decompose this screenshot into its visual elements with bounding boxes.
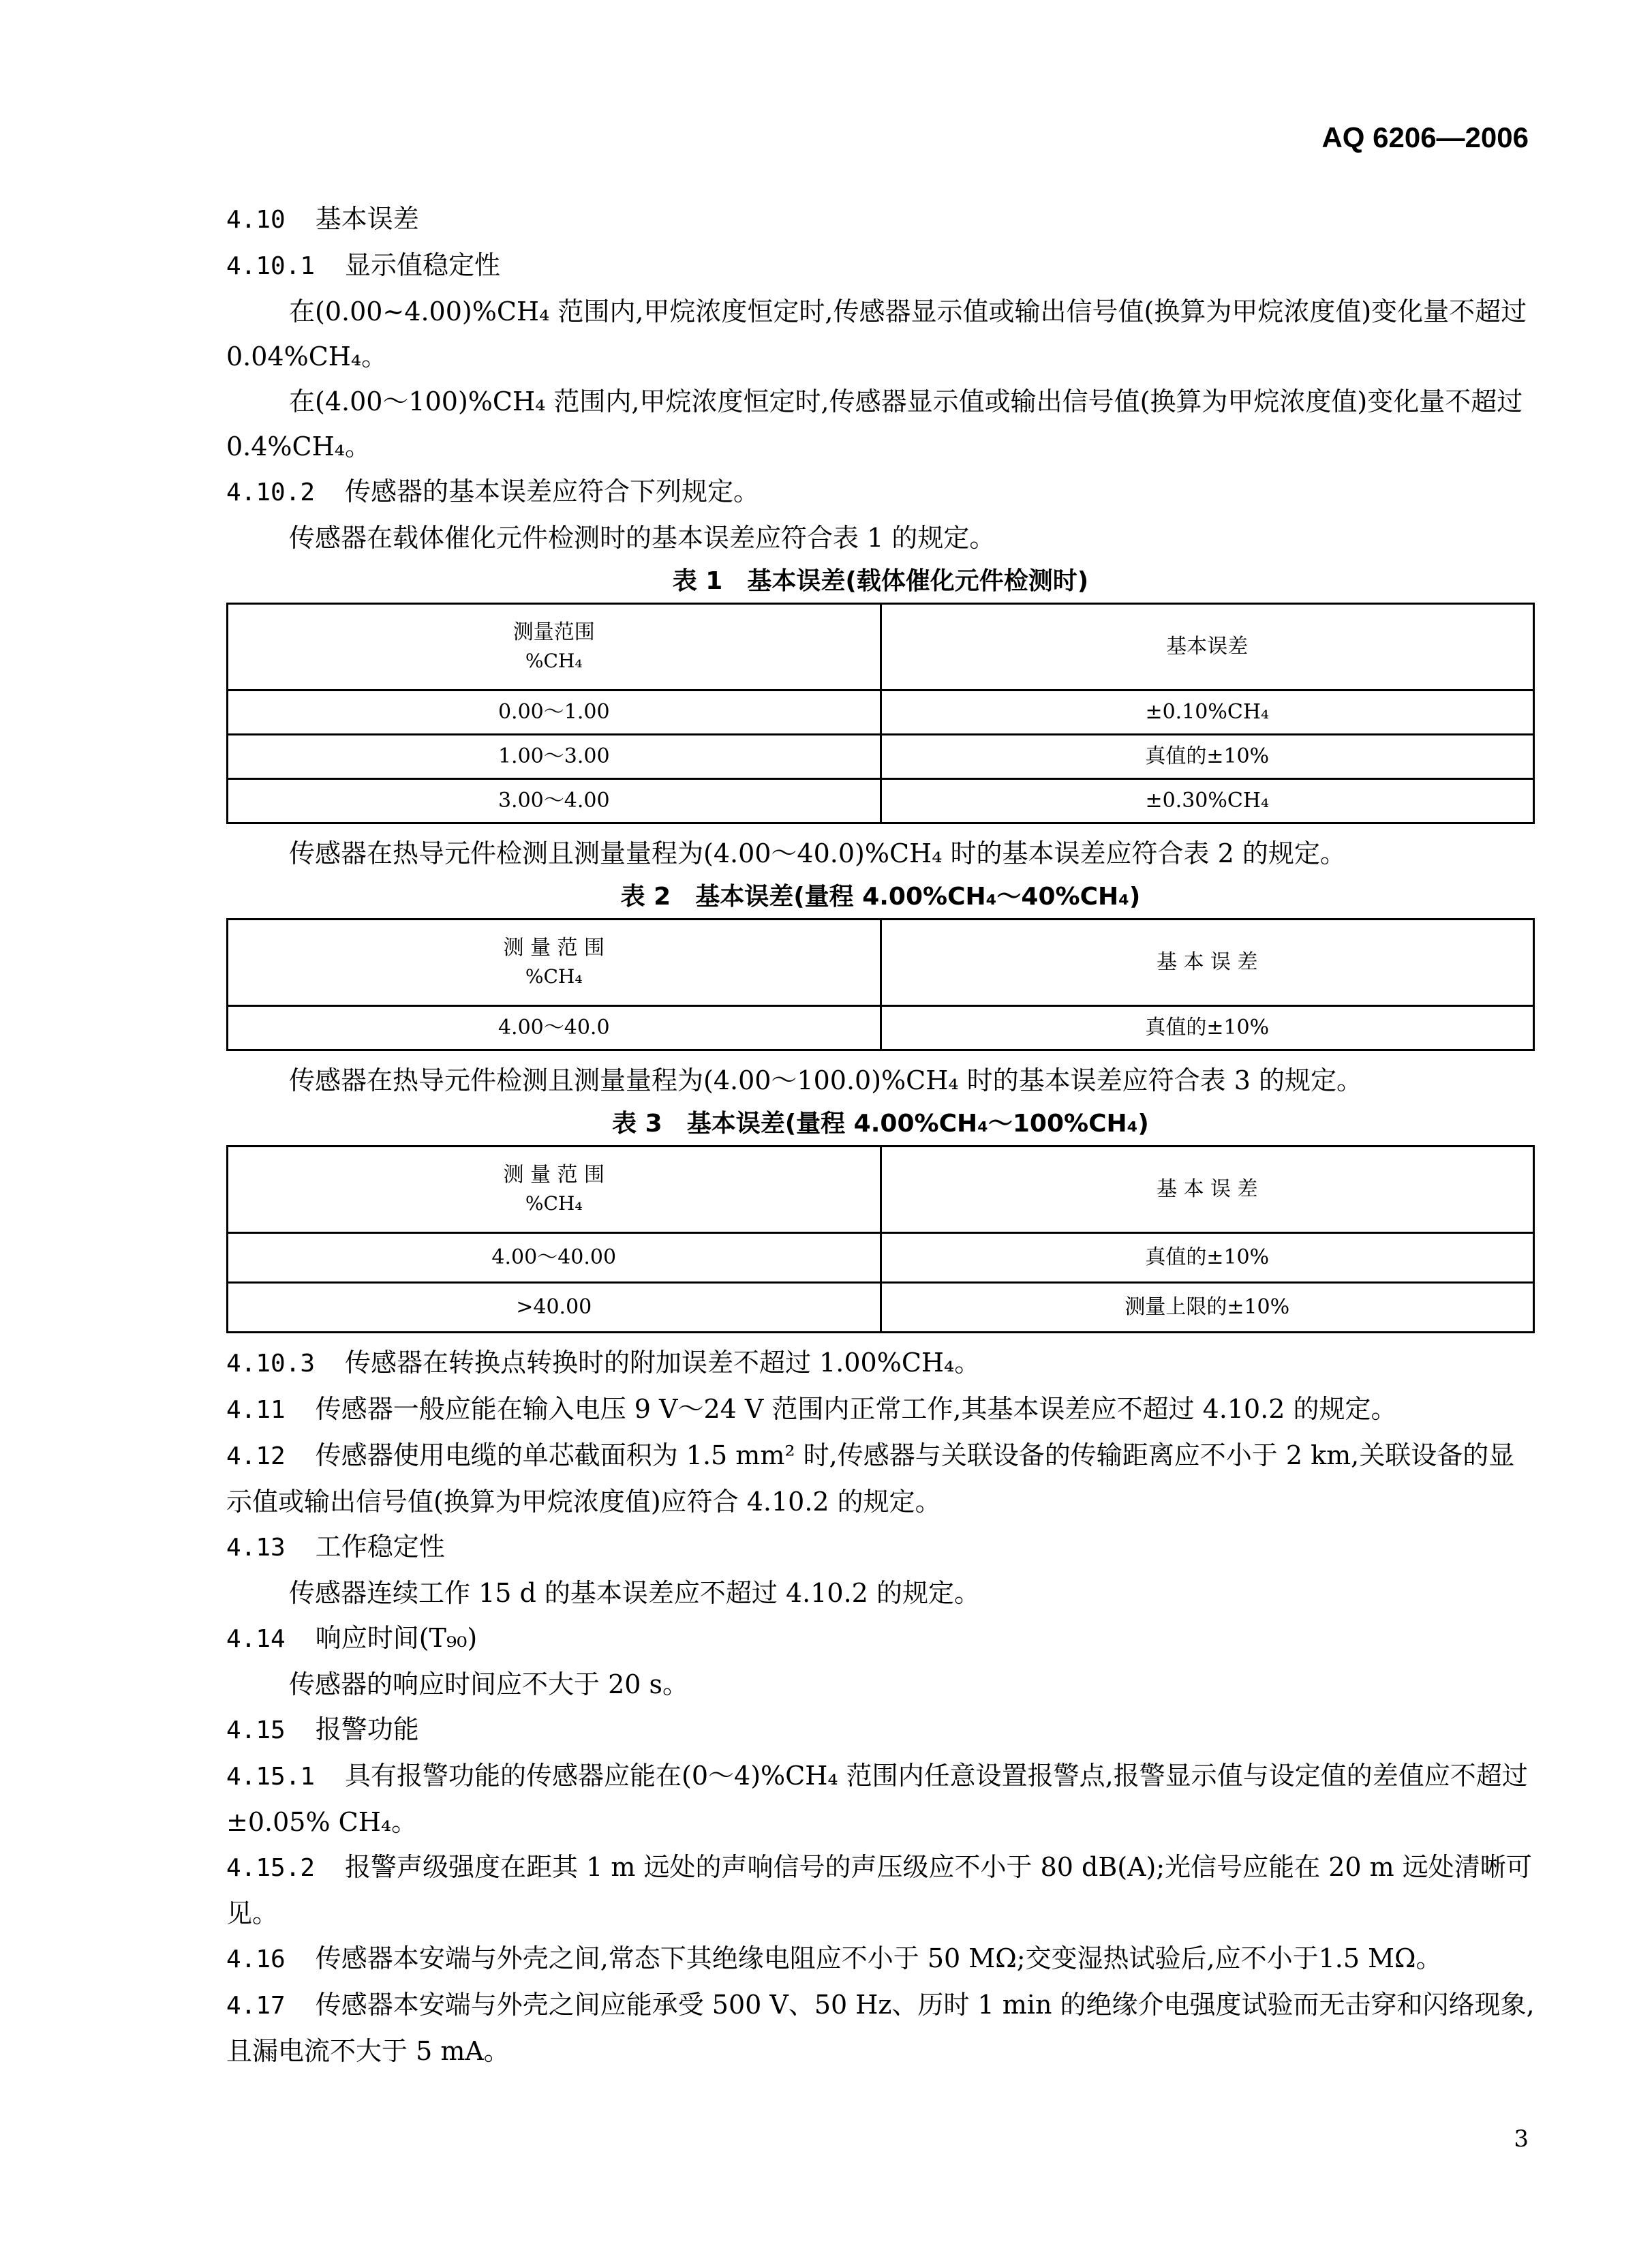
clause-number: 4.10 [226, 206, 286, 234]
header-range-cell [228, 604, 881, 691]
range-cell: 1.00～3.00 [228, 735, 881, 779]
clause-number: 4.15.2 [226, 1854, 316, 1882]
table3 [226, 1145, 1535, 1333]
clause-text: 报警声级强度在距其 1 m 远处的声响信号的声压级应不小于 80 dB(A);光信号应能在 20 m 远处清晰可见。 [226, 1852, 1532, 1928]
clause-text: 工作稳定性 [315, 1532, 445, 1562]
clause-number: 4.14 [226, 1625, 286, 1653]
table-row [228, 735, 1534, 779]
clause-number: 4.15.1 [226, 1763, 316, 1791]
clause-4-12 [226, 1433, 1535, 1524]
clause-4-13 [226, 1524, 1535, 1570]
table2 [226, 918, 1535, 1051]
clause-text: 传感器一般应能在输入电压 9 V～24 V 范围内正常工作,其基本误差应不超过 4.10.2 的规定。 [315, 1394, 1397, 1424]
clause-number: 4.12 [226, 1442, 286, 1470]
clause-4-11 [226, 1386, 1535, 1433]
clause-4-15-1 [226, 1753, 1535, 1845]
clause-number: 4.17 [226, 1992, 286, 2020]
clause-4-17 [226, 1982, 1535, 2074]
clause-number: 4.11 [226, 1396, 286, 1424]
table-header-row [228, 604, 1534, 691]
clause-text: 传感器在转换点转换时的附加误差不超过 1.00%CH₄。 [345, 1348, 981, 1378]
clause-text: 响应时间(T₉₀) [315, 1623, 478, 1653]
table-row [228, 1006, 1534, 1050]
clause-4-10-2 [226, 469, 1535, 515]
range-cell: 3.00～4.00 [228, 779, 881, 823]
header-range-label: 测 量 范 围 [503, 936, 605, 960]
error-cell: 测量上限的±10% [881, 1283, 1534, 1333]
clause-text: 报警功能 [315, 1714, 419, 1744]
paragraph: 传感器连续工作 15 d 的基本误差应不超过 4.10.2 的规定。 [289, 1578, 980, 1608]
range-cell: 4.00～40.0 [228, 1006, 881, 1050]
header-unit-label: %CH₄ [525, 965, 583, 988]
paragraph-table2-intro: 传感器在热导元件检测且测量量程为(4.00～40.0)%CH₄ 时的基本误差应符合表 2 的规定。 [289, 838, 1346, 868]
range-cell: >40.00 [228, 1283, 881, 1333]
header-range-label: 测量范围 [513, 620, 595, 644]
clause-text: 传感器的基本误差应符合下列规定。 [345, 476, 760, 506]
range-cell: 4.00～40.00 [228, 1233, 881, 1283]
page-content [226, 196, 1535, 2074]
header-unit-label: %CH₄ [525, 650, 583, 672]
table3-caption: 表 3 基本误差(量程 4.00%CH₄～100%CH₄) [612, 1110, 1149, 1138]
clause-text: 传感器本安端与外壳之间,常态下其绝缘电阻应不小于 50 MΩ;交变湿热试验后,应不小于1.5 MΩ。 [315, 1943, 1442, 1973]
clause-number: 4.16 [226, 1945, 286, 1973]
clause-number: 4.13 [226, 1534, 286, 1562]
paragraph: 在(4.00～100)%CH₄ 范围内,甲烷浓度恒定时,传感器显示值或输出信号值(换算为甲烷浓度值)变化量不超过 0.4%CH₄。 [226, 386, 1523, 461]
error-cell: ±0.10%CH₄ [881, 691, 1534, 735]
clause-4-16 [226, 1936, 1535, 1982]
error-cell: 真值的±10% [881, 1006, 1534, 1050]
paragraph: 传感器的响应时间应不大于 20 s。 [289, 1669, 689, 1699]
table-row [228, 1233, 1534, 1283]
paragraph-table3-intro: 传感器在热导元件检测且测量量程为(4.00～100.0)%CH₄ 时的基本误差应符合表 3 的规定。 [289, 1065, 1363, 1095]
clause-number: 4.10.1 [226, 252, 316, 280]
clause-4-10-1 [226, 243, 1535, 289]
header-unit-label: %CH₄ [525, 1192, 583, 1215]
header-error-cell: 基本误差 [881, 604, 1534, 691]
error-cell: 真值的±10% [881, 1233, 1534, 1283]
table-header-row [228, 1147, 1534, 1233]
error-cell: ±0.30%CH₄ [881, 779, 1534, 823]
header-error-cell: 基 本 误 差 [881, 1147, 1534, 1233]
clause-4-10-3 [226, 1340, 1535, 1386]
table-row [228, 1283, 1534, 1333]
table-row [228, 691, 1534, 735]
header-range-label: 测 量 范 围 [503, 1163, 605, 1187]
clause-4-10 [226, 196, 1535, 243]
clause-number: 4.10.3 [226, 1350, 316, 1378]
table1 [226, 603, 1535, 824]
clause-text: 具有报警功能的传感器应能在(0～4)%CH₄ 范围内任意设置报警点,报警显示值与设定值的差值应不超过±0.05% CH₄。 [226, 1761, 1528, 1837]
table2-caption: 表 2 基本误差(量程 4.00%CH₄～40%CH₄) [620, 883, 1141, 911]
paragraph: 在(0.00~4.00)%CH₄ 范围内,甲烷浓度恒定时,传感器显示值或输出信号值(换算为甲烷浓度值)变化量不超过 0.04%CH₄。 [226, 297, 1527, 371]
clause-text: 显示值稳定性 [345, 250, 501, 280]
clause-text: 传感器使用电缆的单芯截面积为 1.5 mm² 时,传感器与关联设备的传输距离应不小于 2 km,关联设备的显示值或输出信号值(换算为甲烷浓度值)应符合 4.10.2 的规定。 [226, 1440, 1515, 1517]
header-range-cell [228, 1147, 881, 1233]
clause-number: 4.10.2 [226, 479, 316, 506]
clause-4-14 [226, 1615, 1535, 1662]
clause-4-15-2 [226, 1845, 1535, 1936]
clause-block-1 [226, 196, 1535, 560]
error-cell: 真值的±10% [881, 735, 1534, 779]
clause-text: 传感器本安端与外壳之间应能承受 500 V、50 Hz、历时 1 min 的绝缘介电强度试验而无击穿和闪络现象,且漏电流不大于 5 mA。 [226, 1990, 1535, 2066]
table-header-row [228, 920, 1534, 1006]
paragraph: 传感器在载体催化元件检测时的基本误差应符合表 1 的规定。 [289, 523, 996, 553]
clause-4-15 [226, 1707, 1535, 1753]
clause-text: 基本误差 [315, 204, 419, 234]
header-error-cell: 基 本 误 差 [881, 920, 1534, 1006]
page-number: 3 [1514, 2125, 1529, 2153]
header-range-cell [228, 920, 881, 1006]
document-code-header: AQ 6206—2006 [1321, 121, 1529, 153]
clause-block-2 [226, 1340, 1535, 2074]
range-cell: 0.00～1.00 [228, 691, 881, 735]
table-row [228, 779, 1534, 823]
clause-number: 4.15 [226, 1716, 286, 1744]
table1-caption: 表 1 基本误差(载体催化元件检测时) [672, 567, 1089, 595]
